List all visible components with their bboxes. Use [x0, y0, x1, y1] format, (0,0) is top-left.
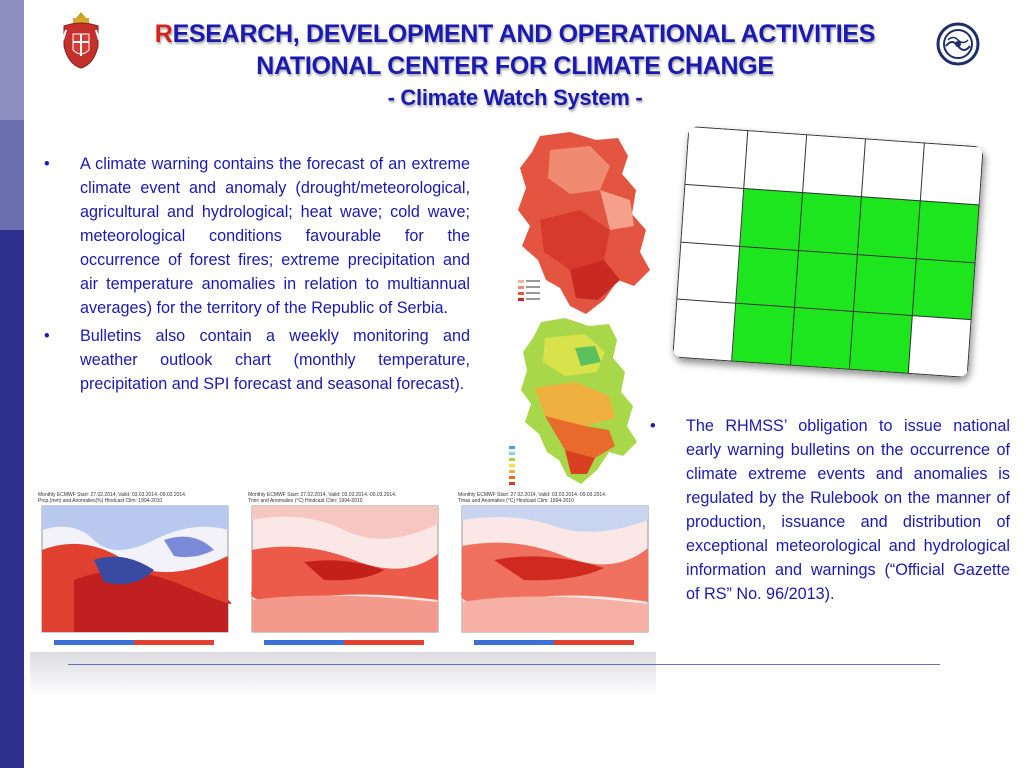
tmax-anomaly-map — [454, 490, 656, 652]
title-line2: NATIONAL CENTER FOR CLIMATE CHANGE — [256, 52, 774, 80]
title-line1: ESEARCH, DEVELOPMENT AND OPERATIONAL ACTIVITIES — [172, 20, 876, 48]
bullet-rhmss-obligation: • The RHMSS’ obligation to issue national early warning bulletins on the occurrence of climate extreme events and anomalies is regulated by the Rulebook on the manner of production, issuance and distribution of exceptional meteorological and hydrological information and warnings (“Official Gazette of RS” No. 96/2013). — [650, 414, 1010, 606]
page-title — [110, 18, 920, 114]
image-reflection — [30, 652, 656, 696]
rhmss-logo — [936, 22, 980, 66]
title-first-letter: R — [154, 20, 173, 48]
climate-warning-table-image — [672, 126, 983, 378]
left-bullet-list — [44, 152, 470, 400]
bottom-divider — [68, 664, 940, 665]
map-caption: Monthly ECMWF Start: 27.02.2014, Valid: 03.03.2014.-09.03.2014. Tmax and Anomalies (°C) Hindcast Clim: 1994-2010 — [458, 492, 607, 504]
bullet-bulletins: • Bulletins also contain a weekly monitoring and weather outlook chart (monthly temperature, precipitation and SPI forecast and seasonal forecast). — [44, 324, 470, 396]
serbia-temperature-map — [500, 130, 670, 320]
left-decorative-bar — [0, 0, 24, 768]
serbia-coat-of-arms-logo — [60, 10, 102, 70]
page-subtitle: - Climate Watch System - — [387, 85, 643, 110]
forecast-maps-row — [34, 490, 654, 652]
map-caption: Monthly ECMWF Start: 27.02.2014, Valid: 03.03.2014.-09.03.2014. Tmin and Anomalies (°C) Hindcast Clim: 1994-2010 — [248, 492, 397, 504]
map-caption: Monthly ECMWF Start: 27.02.2014, Valid: 03.03.2014.-09.03.2014. Prcp.(mm) and Anomalies(%) Hindcast Clim: 1994-2010 — [38, 492, 187, 504]
tmin-anomaly-map — [244, 490, 446, 652]
bullet-climate-warning: • A climate warning contains the forecast of an extreme climate event and anomaly (drought/meteorological, agricultural and hydrological; heat wave; cold wave; meteorological conditions favourable for the occurrence of forest fires; extreme precipitation and air temperature anomalies in relation to multiannual averages) for the territory of the Republic of Serbia. — [44, 152, 470, 320]
precipitation-anomaly-map — [34, 490, 236, 652]
right-bullet-list — [650, 414, 1010, 606]
serbia-drought-map — [505, 318, 655, 493]
